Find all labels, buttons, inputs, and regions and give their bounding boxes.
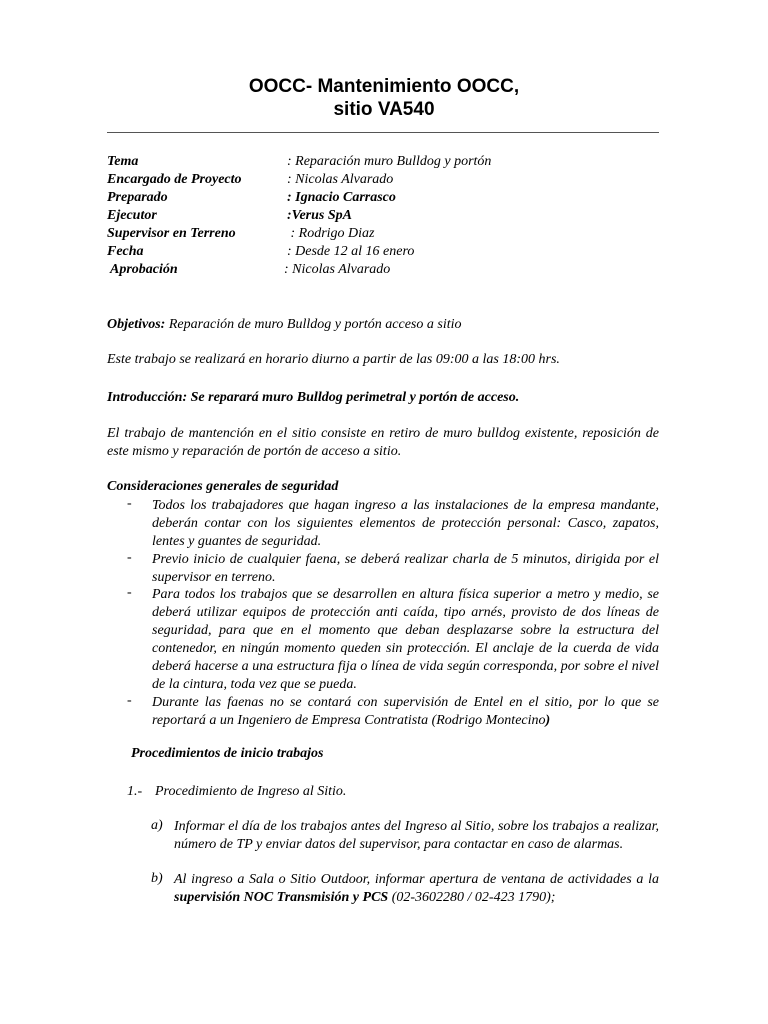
info-label: Preparado [107, 190, 168, 205]
seguridad-item-text: Durante las faenas no se contará con supervisión de Entel en el sitio, por lo que se reportará a un Ingeniero de Empresa Contratista (Rodrigo Montecino [152, 695, 659, 728]
document-title-line1: OOCC- Mantenimiento OOCC, [248, 76, 520, 97]
seguridad-item: Previo inicio de cualquier faena, se deberá realizar charla de 5 minutos, dirigida por el supervisor en terreno. [152, 552, 659, 585]
objetivos-label: Objetivos: [107, 317, 166, 332]
info-value: : Ignacio Carrasco [287, 190, 396, 205]
document-title-line2: sitio VA540 [333, 99, 435, 120]
seguridad-item: Para todos los trabajos que se desarrollen en altura física superior a metro y medio, se deberá utilizar equipos de protección anti caída, tipo arnés, provisto de dos líneas de seguridad, para que en el momento que deban desplazarse sobre la estructura del contenedor, en ningún momento queden sin protección. El anclaje de la cuerda de vida deberá hacerse a una estructura fija o línea de vida según corresponda, por sobre el nivel de la cintura, toda vez que se pueda. [152, 587, 659, 692]
info-label: Fecha [107, 244, 144, 259]
closing-paren: ) [545, 713, 551, 728]
subitem-text: Informar el día de los trabajos antes del Ingreso al Sitio, sobre los trabajos a realizar, número de TP y enviar datos del supervisor, para contactar en caso de alarmas. [174, 819, 659, 852]
step-number: 1.- [127, 784, 143, 799]
bullet-dash: - [127, 585, 132, 600]
info-value: : Desde 12 al 16 enero [287, 244, 415, 259]
subitem-letter: a) [151, 818, 163, 833]
info-label: Encargado de Proyecto [107, 172, 242, 187]
subitem-letter: b) [151, 871, 163, 886]
subitem-text-bold: supervisión NOC Transmisión y PCS [174, 890, 389, 905]
info-label: Tema [107, 154, 139, 169]
horario-paragraph: Este trabajo se realizará en horario diurno a partir de las 09:00 a las 18:00 hrs. [107, 352, 560, 367]
procedimientos-heading: Procedimientos de inicio trabajos [131, 746, 324, 761]
subitem-text-pre: Al ingreso a Sala o Sitio Outdoor, informar apertura de ventana de actividades a la [174, 872, 659, 887]
bullet-dash: - [127, 496, 132, 511]
info-value: : Rodrigo Diaz [287, 226, 375, 241]
descripcion-paragraph: El trabajo de mantención en el sitio consiste en retiro de muro bulldog existente, reposición de este mismo y reparación de portón de acceso a sitio. [107, 426, 659, 459]
objetivos-text: Reparación de muro Bulldog y portón acceso a sitio [165, 317, 462, 332]
seguridad-item: Todos los trabajadores que hagan ingreso a las instalaciones de la empresa mandante, deberán contar con los siguientes elementos de protección personal: Casco, zapatos, lentes y guantes de seguridad. [152, 498, 659, 549]
bullet-dash: - [127, 550, 132, 565]
subitem-text [174, 871, 659, 907]
info-value: : Nicolas Alvarado [284, 262, 391, 277]
info-value: : Reparación muro Bulldog y portón [287, 154, 492, 169]
introduccion-paragraph: Introducción: Se reparará muro Bulldog perimetral y portón de acceso. [107, 390, 520, 405]
info-label: Ejecutor [107, 208, 157, 223]
info-label: Aprobación [107, 262, 178, 277]
title-divider [107, 132, 659, 133]
info-value: : Nicolas Alvarado [287, 172, 394, 187]
bullet-dash: - [127, 693, 132, 708]
objetivos-paragraph [107, 316, 659, 334]
step-title: Procedimiento de Ingreso al Sitio. [155, 784, 347, 799]
seguridad-heading: Consideraciones generales de seguridad [107, 479, 339, 494]
info-label: Supervisor en Terreno [107, 226, 236, 241]
subitem-text-post: (02-3602280 / 02-423 1790); [388, 890, 556, 905]
info-value: :Verus SpA [287, 208, 352, 223]
seguridad-item [152, 694, 659, 730]
